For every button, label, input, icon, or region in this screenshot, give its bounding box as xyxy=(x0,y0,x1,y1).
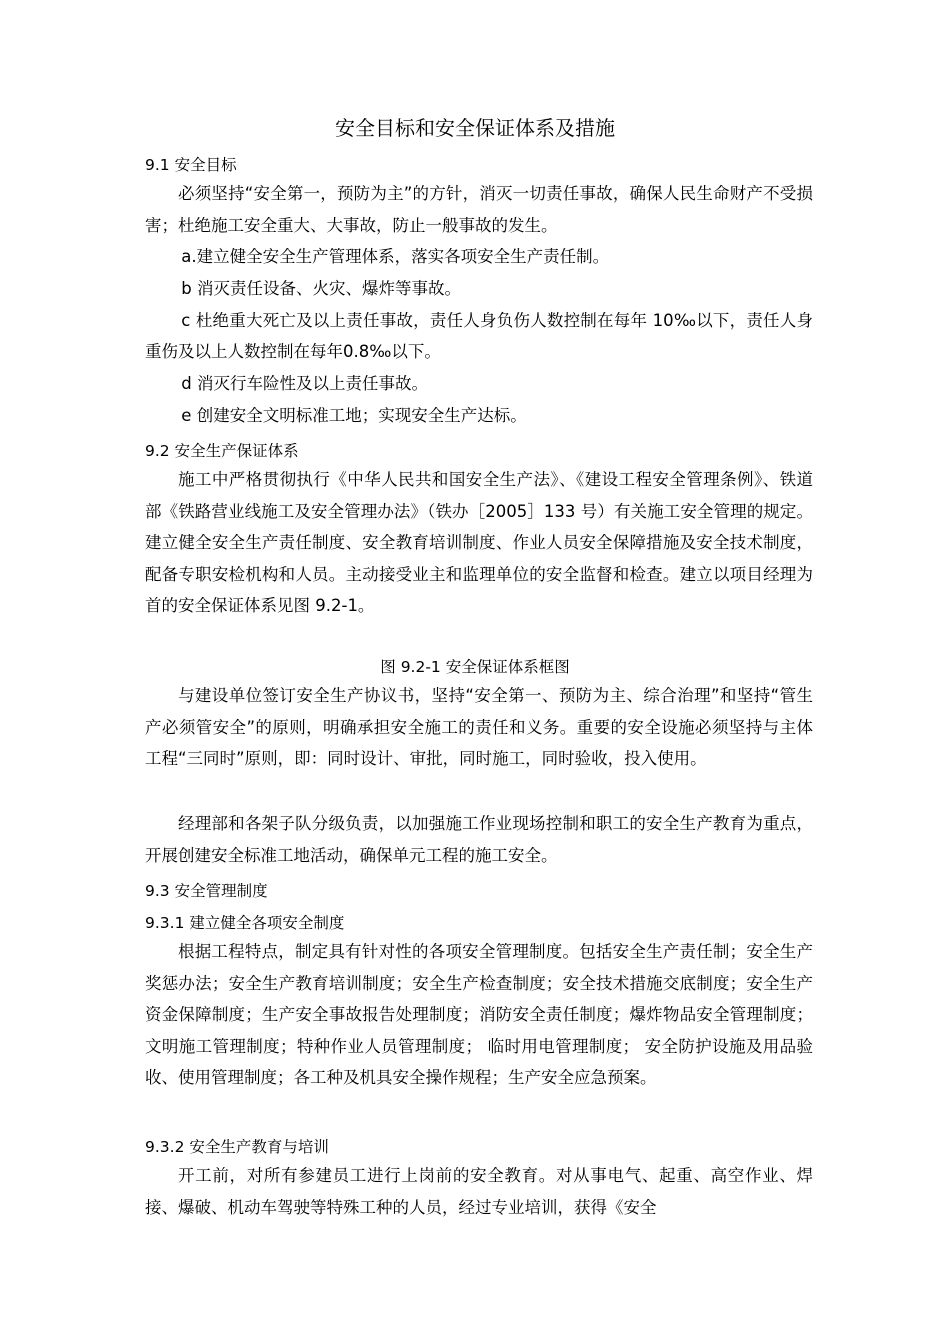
section-9-3-2-paragraph: 开工前，对所有参建员工进行上岗前的安全教育。对从事电气、起重、高空作业、焊接、爆破、机动车驾驶等特殊工种的人员，经过专业培训，获得《安全 xyxy=(145,1166,813,1217)
goal-item-a: a.建立健全安全生产管理体系，落实各项安全生产责任制。 xyxy=(181,247,610,266)
subsection-heading-9-3-2: 9.3.2 安全生产教育与培训 xyxy=(145,1138,329,1156)
section-9-3-1-paragraph: 根据工程特点，制定具有针对性的各项安全管理制度。包括安全生产责任制；安全生产奖惩办法；安全生产教育培训制度；安全生产检查制度；安全技术措施交底制度；安全生产资金保障制度；生产安全事故报告处理制度；消防安全责任制度；爆炸物品安全管理制度；文明施工管理制度；特种作业人员管理制度； 临时用电管理制度； 安全防护设施及用品验收、使用管理制度；各工种及机具安全操作规程；生产安全应急预案。 xyxy=(145,942,813,1087)
document-title: 安全目标和安全保证体系及措施 xyxy=(335,116,615,140)
section-9-2-paragraph-3: 经理部和各架子队分级负责，以加强施工作业现场控制和职工的安全生产教育为重点，开展创建安全标准工地活动，确保单元工程的施工安全。 xyxy=(145,814,813,865)
section-9-2-paragraph-1: 施工中严格贯彻执行《中华人民共和国安全生产法》、《建设工程安全管理条例》、铁道部《铁路营业线施工及安全管理办法》（铁办［2005］133 号）有关施工安全管理的规定。建立健全安全生产责任制度、安全教育培训制度、作业人员安全保障措施及安全技术制度，配备专职安检机构和人员。主动接受业主和监理单位的安全监督和检查。建立以项目经理为首的安全保证体系见图 9.2-1。 xyxy=(145,470,813,615)
section-9-1-intro: 必须坚持“安全第一，预防为主”的方针，消灭一切责任事故，确保人民生命财产不受损害；杜绝施工安全重大、大事故，防止一般事故的发生。 xyxy=(145,184,813,235)
section-heading-9-3: 9.3 安全管理制度 xyxy=(145,882,268,900)
figure-caption: 图 9.2-1 安全保证体系框图 xyxy=(380,658,570,676)
goal-item-e: e 创建安全文明标准工地；实现安全生产达标。 xyxy=(181,406,527,425)
section-9-2-paragraph-2: 与建设单位签订安全生产协议书，坚持“安全第一、预防为主、综合治理”和坚持“管生产必须管安全”的原则，明确承担安全施工的责任和义务。重要的安全设施必须坚持与主体工程“三同时”原则，即：同时设计、审批，同时施工，同时验收，投入使用。 xyxy=(145,686,813,768)
goal-item-d: d 消灭行车险性及以上责任事故。 xyxy=(181,374,429,393)
goal-item-c: c 杜绝重大死亡及以上责任事故，责任人身负伤人数控制在每年 10‰以下，责任人身重伤及以上人数控制在每年0.8‰以下。 xyxy=(145,311,813,361)
section-heading-9-1: 9.1 安全目标 xyxy=(145,156,237,174)
subsection-heading-9-3-1: 9.3.1 建立健全各项安全制度 xyxy=(145,914,345,932)
goal-item-b: b 消灭责任设备、火灾、爆炸等事故。 xyxy=(181,279,462,298)
section-heading-9-2: 9.2 安全生产保证体系 xyxy=(145,442,299,460)
